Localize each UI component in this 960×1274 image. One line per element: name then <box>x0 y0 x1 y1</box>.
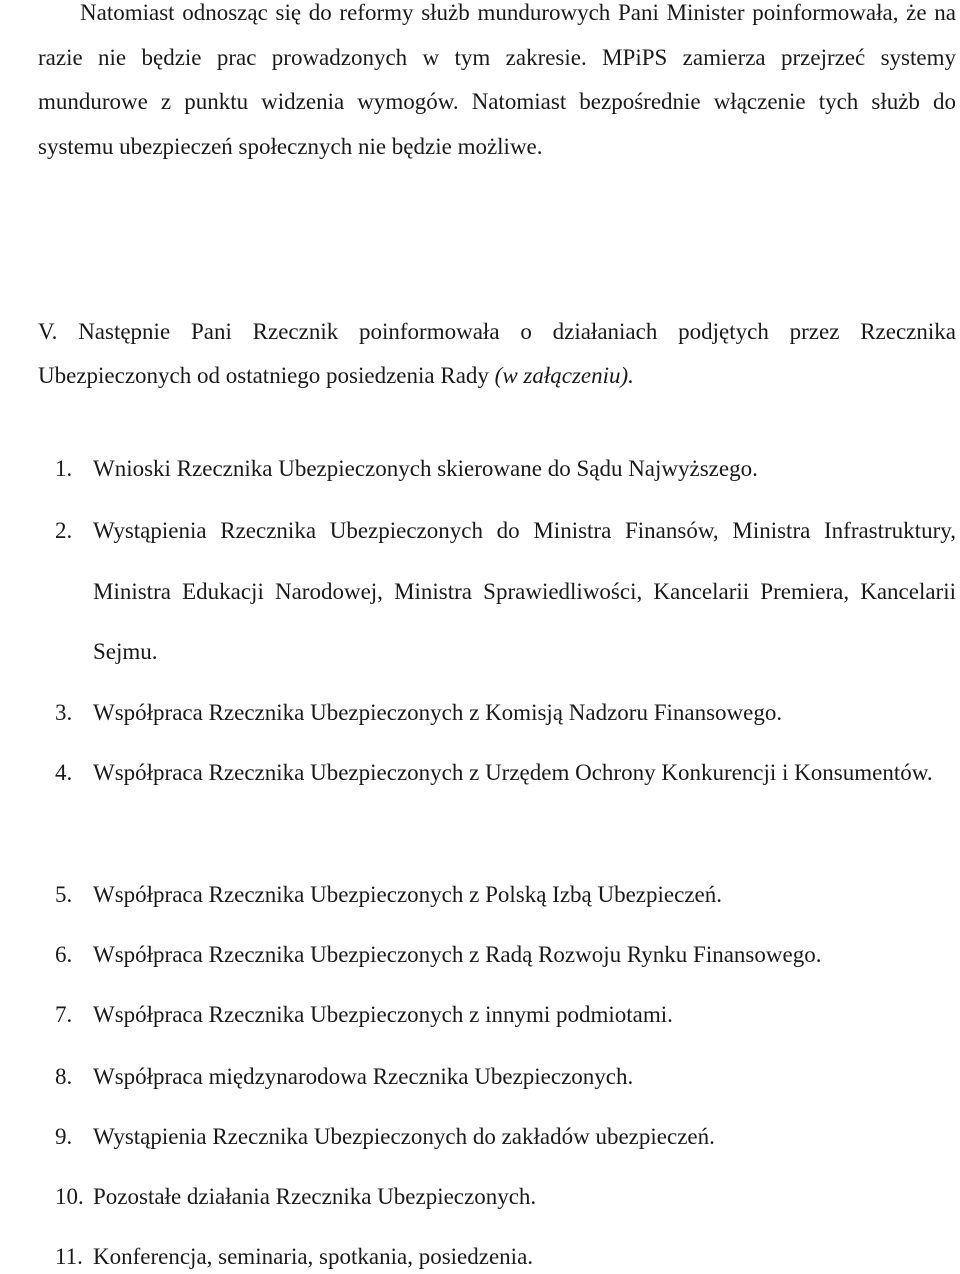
list-item-number: 4. <box>55 760 73 785</box>
list-item <box>38 1242 956 1272</box>
list-item-text: Współpraca Rzecznika Ubezpieczonych z Polską Izbą Ubezpieczeń. <box>93 882 722 907</box>
list-item <box>38 880 956 910</box>
list-item-number: 2. <box>55 518 73 543</box>
list-item-text: Współpraca Rzecznika Ubezpieczonych z Urzędem Ochrony Konkurencji i Konsumentów. <box>93 760 933 785</box>
list-item <box>38 1062 956 1092</box>
list-item-text: Wystąpienia Rzecznika Ubezpieczonych do zakładów ubezpieczeń. <box>93 1124 715 1149</box>
list-item <box>38 1182 956 1212</box>
list-item <box>38 940 956 970</box>
list-item-text: Wystąpienia Rzecznika Ubezpieczonych do Ministra Finansów, Ministra Infrastruktury, Ministra Edukacji Narodowej, Ministra Sprawiedliwości, Kancelarii Premiera, Kancelarii Sejmu. <box>93 518 956 664</box>
list-item <box>38 516 956 666</box>
list-item <box>38 1000 956 1030</box>
list-item <box>38 454 956 484</box>
paragraph-uniformed-services-reform: Natomiast odnosząc się do reformy służb mundurowych Pani Minister poinformowała, że na razie nie będzie prac prowadzonych w tym zakresie. MPiPS zamierza przejrzeć systemy mundurowe z punktu widzenia wymogów. Natomiast bezpośrednie włączenie tych służb do systemu ubezpieczeń społecznych nie będzie możliwe. <box>38 0 956 159</box>
list-item <box>38 758 956 858</box>
list-item-number: 3. <box>55 700 73 725</box>
list-item-text: Współpraca Rzecznika Ubezpieczonych z Radą Rozwoju Rynku Finansowego. <box>93 942 822 967</box>
list-item-number: 6. <box>55 942 73 967</box>
list-item-number: 8. <box>55 1064 73 1089</box>
section-v-text: V. Następnie Pani Rzecznik poinformowała o działaniach podjętych przez Rzecznika Ubezpieczonych od ostatniego posiedzenia Rady <box>38 319 956 388</box>
list-item <box>38 698 956 728</box>
list-item-number: 11. <box>55 1244 83 1269</box>
paragraph-section-v <box>38 310 956 398</box>
list-item-number: 7. <box>55 1002 73 1027</box>
list-item-text: Współpraca Rzecznika Ubezpieczonych z Komisją Nadzoru Finansowego. <box>93 700 783 725</box>
list-item-text: Współpraca Rzecznika Ubezpieczonych z innymi podmiotami. <box>93 1002 673 1027</box>
list-item-number: 1. <box>55 456 73 481</box>
list-item-number: 5. <box>55 882 73 907</box>
section-v-attachment-note: (w załączeniu). <box>494 363 634 388</box>
list-item-text: Konferencja, seminaria, spotkania, posiedzenia. <box>93 1244 534 1269</box>
list-item-number: 10. <box>55 1184 84 1209</box>
list-item-number: 9. <box>55 1124 73 1149</box>
list-item-text: Współpraca międzynarodowa Rzecznika Ubezpieczonych. <box>93 1064 634 1089</box>
list-item-text: Pozostałe działania Rzecznika Ubezpieczonych. <box>93 1184 537 1209</box>
list-item <box>38 1122 956 1152</box>
list-item-text: Wnioski Rzecznika Ubezpieczonych skierowane do Sądu Najwyższego. <box>93 456 758 481</box>
